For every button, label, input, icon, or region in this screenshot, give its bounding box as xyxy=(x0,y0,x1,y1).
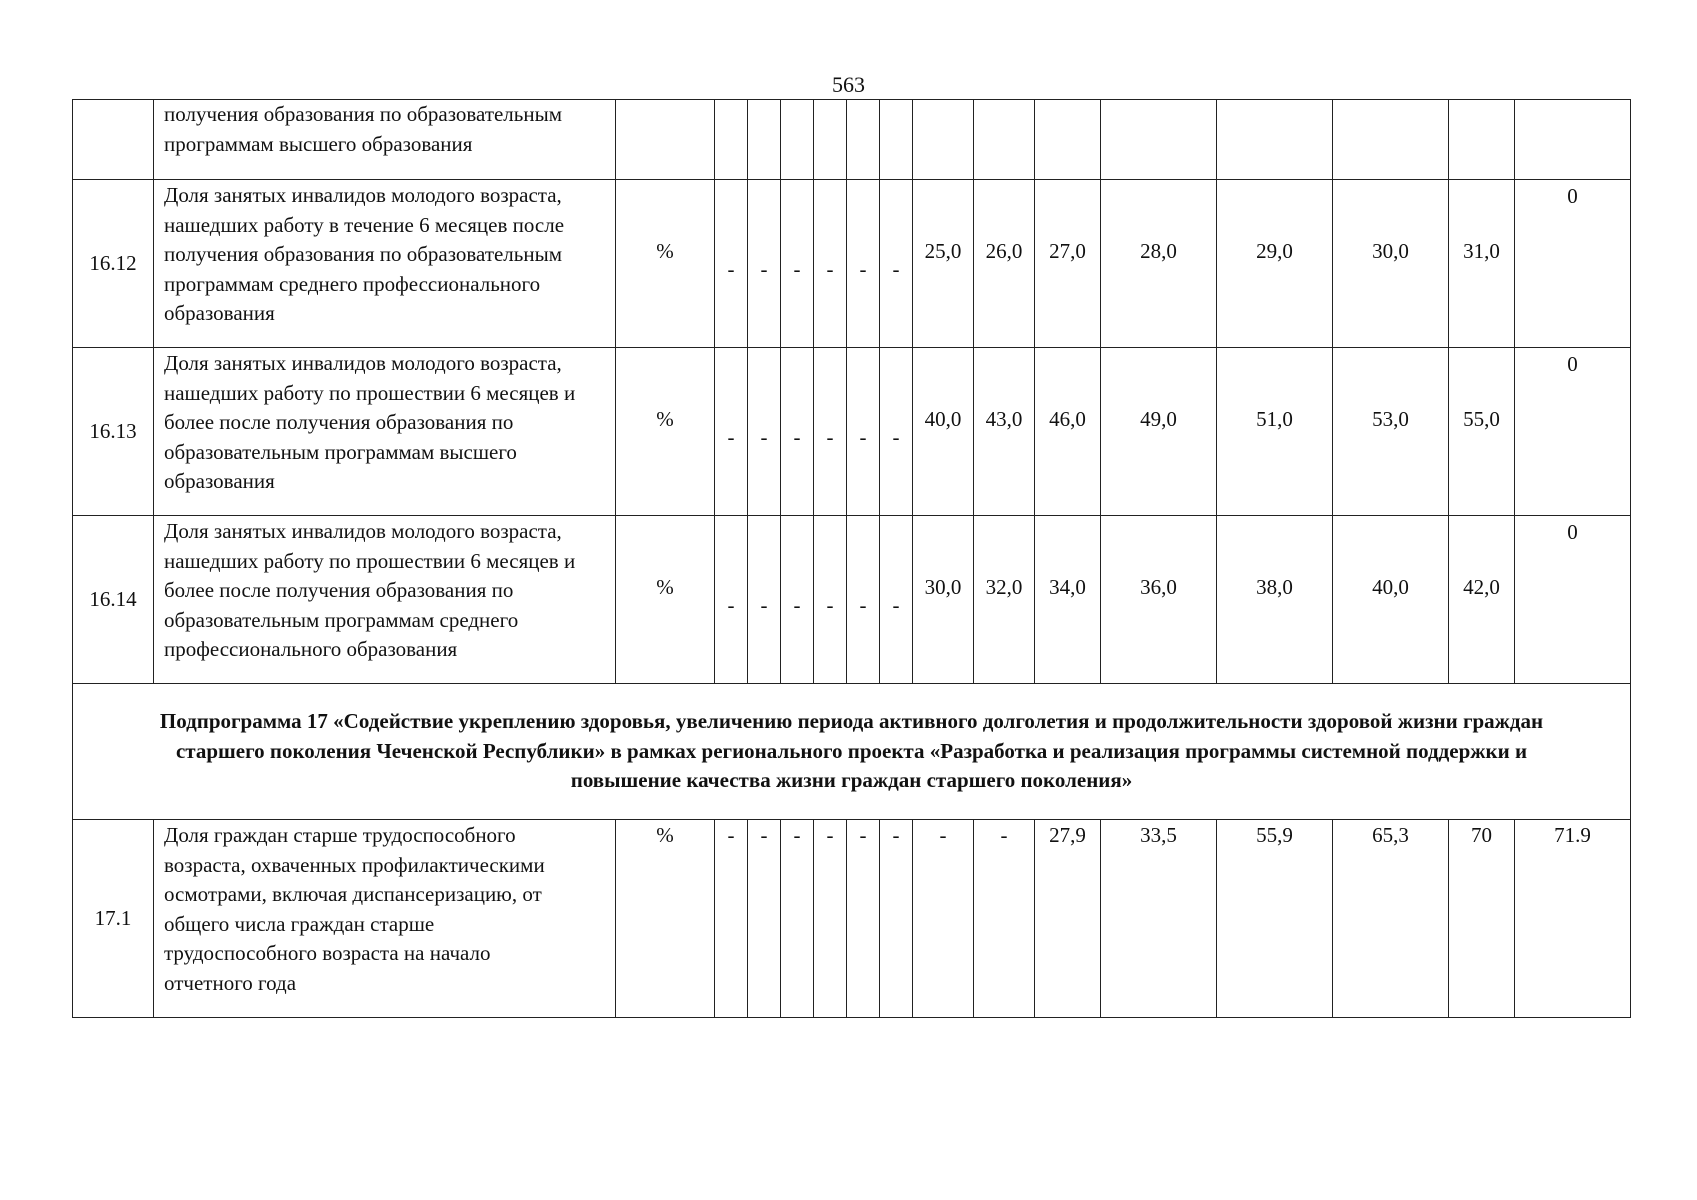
value-cell: 27,9 xyxy=(1035,820,1101,1018)
description-line: общего числа граждан старше xyxy=(164,911,435,936)
dash-cell: - xyxy=(814,820,847,1018)
description-line: Доля занятых инвалидов молодого возраста, xyxy=(164,519,562,543)
value-cell: 33,5 xyxy=(1101,820,1217,1018)
indicator-description xyxy=(154,820,616,1018)
description-line: образования xyxy=(164,469,275,493)
row-number xyxy=(73,100,154,180)
description-line: трудоспособного возраста на начало xyxy=(164,941,491,965)
description-line: отчетного года xyxy=(164,970,297,995)
page-number: 563 xyxy=(832,72,865,97)
description-line: программам высшего образования xyxy=(164,131,473,156)
value-cell: 29,0 xyxy=(1217,180,1333,348)
value-cell xyxy=(1449,100,1515,180)
unit-cell: % xyxy=(616,820,715,1018)
dash-cell: - xyxy=(880,516,913,684)
description-line: Доля граждан старше трудоспособного xyxy=(164,823,516,847)
value-cell: 27,0 xyxy=(1035,180,1101,348)
dash-cell: - xyxy=(814,516,847,684)
unit-cell xyxy=(616,100,715,180)
value-cell: 0 xyxy=(1515,516,1631,684)
value-cell: 32,0 xyxy=(974,516,1035,684)
dash-cell: - xyxy=(847,348,880,516)
description-line: Доля занятых инвалидов молодого возраста, xyxy=(164,351,562,375)
dash-cell: - xyxy=(715,820,748,1018)
description-line: образования xyxy=(164,301,275,325)
table-row xyxy=(73,516,1631,684)
value-cell: 31,0 xyxy=(1449,180,1515,348)
value-cell: 0 xyxy=(1515,348,1631,516)
dash-cell: - xyxy=(748,180,781,348)
dash-cell: - xyxy=(880,348,913,516)
value-cell: 40,0 xyxy=(913,348,974,516)
value-cell: 25,0 xyxy=(913,180,974,348)
dash-cell: - xyxy=(847,820,880,1018)
dash-cell: - xyxy=(847,180,880,348)
description-line: образовательным программам среднего xyxy=(164,607,519,632)
value-cell: 65,3 xyxy=(1333,820,1449,1018)
description-line: Доля занятых инвалидов молодого возраста, xyxy=(164,183,562,207)
value-cell: 40,0 xyxy=(1333,516,1449,684)
description-line: получения образования по образовательным xyxy=(164,102,563,126)
value-cell xyxy=(1035,100,1101,180)
description-line: нашедших работу по прошествии 6 месяцев и xyxy=(164,380,576,405)
value-cell xyxy=(913,100,974,180)
dash-cell: - xyxy=(781,820,814,1018)
dash-cell: - xyxy=(781,180,814,348)
value-cell: 28,0 xyxy=(1101,180,1217,348)
description-line: осмотрами, включая диспансеризацию, от xyxy=(164,882,542,906)
row-number: 17.1 xyxy=(73,820,154,1018)
dash-cell xyxy=(715,100,748,180)
dash-cell: - xyxy=(814,348,847,516)
value-cell: 51,0 xyxy=(1217,348,1333,516)
dash-cell: - xyxy=(748,820,781,1018)
dash-cell: - xyxy=(913,820,974,1018)
description-line: более после получения образования по xyxy=(164,578,514,602)
dash-cell: - xyxy=(748,348,781,516)
description-line: программам среднего профессионального xyxy=(164,271,541,296)
value-cell: 30,0 xyxy=(1333,180,1449,348)
dash-cell xyxy=(847,100,880,180)
value-cell xyxy=(1333,100,1449,180)
dash-cell xyxy=(748,100,781,180)
section-title xyxy=(73,684,1631,820)
dash-cell: - xyxy=(974,820,1035,1018)
indicator-description xyxy=(154,180,616,348)
section-row xyxy=(73,684,1631,820)
dash-cell: - xyxy=(781,348,814,516)
dash-cell: - xyxy=(880,820,913,1018)
unit-cell: % xyxy=(616,516,715,684)
dash-cell: - xyxy=(715,348,748,516)
table-row xyxy=(73,820,1631,1018)
row-number: 16.14 xyxy=(73,516,154,684)
table-row xyxy=(73,180,1631,348)
description-line: получения образования по образовательным xyxy=(164,242,563,266)
row-number: 16.12 xyxy=(73,180,154,348)
dash-cell: - xyxy=(748,516,781,684)
value-cell: 71.9 xyxy=(1515,820,1631,1018)
value-cell: 36,0 xyxy=(1101,516,1217,684)
description-line: нашедших работу по прошествии 6 месяцев и xyxy=(164,548,576,573)
row-number: 16.13 xyxy=(73,348,154,516)
dash-cell xyxy=(814,100,847,180)
value-cell: 53,0 xyxy=(1333,348,1449,516)
value-cell: 42,0 xyxy=(1449,516,1515,684)
value-cell: 46,0 xyxy=(1035,348,1101,516)
value-cell: 55,9 xyxy=(1217,820,1333,1018)
value-cell: 34,0 xyxy=(1035,516,1101,684)
section-title-line: Подпрограмма 17 «Содействие укреплению здоровья, увеличению периода активного долголетия и продолжительности здоровой жизни граждан xyxy=(159,709,1544,734)
value-cell: 38,0 xyxy=(1217,516,1333,684)
dash-cell: - xyxy=(715,180,748,348)
value-cell: 26,0 xyxy=(974,180,1035,348)
indicator-description xyxy=(154,100,616,180)
dash-cell xyxy=(880,100,913,180)
dash-cell: - xyxy=(781,516,814,684)
description-line: образовательным программам высшего xyxy=(164,439,517,464)
value-cell xyxy=(1217,100,1333,180)
section-title-line: старшего поколения Чеченской Республики» в рамках регионального проекта «Разработка и реализация программы системной поддержки и xyxy=(175,738,1528,763)
description-line: более после получения образования по xyxy=(164,410,514,434)
dash-cell xyxy=(781,100,814,180)
value-cell: 55,0 xyxy=(1449,348,1515,516)
description-line: профессионального образования xyxy=(164,637,458,661)
value-cell: 0 xyxy=(1515,180,1631,348)
value-cell: 49,0 xyxy=(1101,348,1217,516)
dash-cell: - xyxy=(847,516,880,684)
dash-cell: - xyxy=(880,180,913,348)
value-cell: 30,0 xyxy=(913,516,974,684)
value-cell: 70 xyxy=(1449,820,1515,1018)
value-cell xyxy=(1101,100,1217,180)
unit-cell: % xyxy=(616,348,715,516)
description-line: возраста, охваченных профилактическими xyxy=(164,852,545,877)
dash-cell: - xyxy=(814,180,847,348)
indicator-description xyxy=(154,516,616,684)
value-cell xyxy=(1515,100,1631,180)
unit-cell: % xyxy=(616,180,715,348)
section-title-line: повышение качества жизни граждан старшего поколения» xyxy=(570,768,1133,793)
value-cell xyxy=(974,100,1035,180)
indicators-table xyxy=(72,99,1631,1018)
dash-cell: - xyxy=(715,516,748,684)
table-row xyxy=(73,348,1631,516)
table-row-continuation xyxy=(73,100,1631,180)
description-line: нашедших работу в течение 6 месяцев после xyxy=(164,212,565,237)
indicator-description xyxy=(154,348,616,516)
value-cell: 43,0 xyxy=(974,348,1035,516)
